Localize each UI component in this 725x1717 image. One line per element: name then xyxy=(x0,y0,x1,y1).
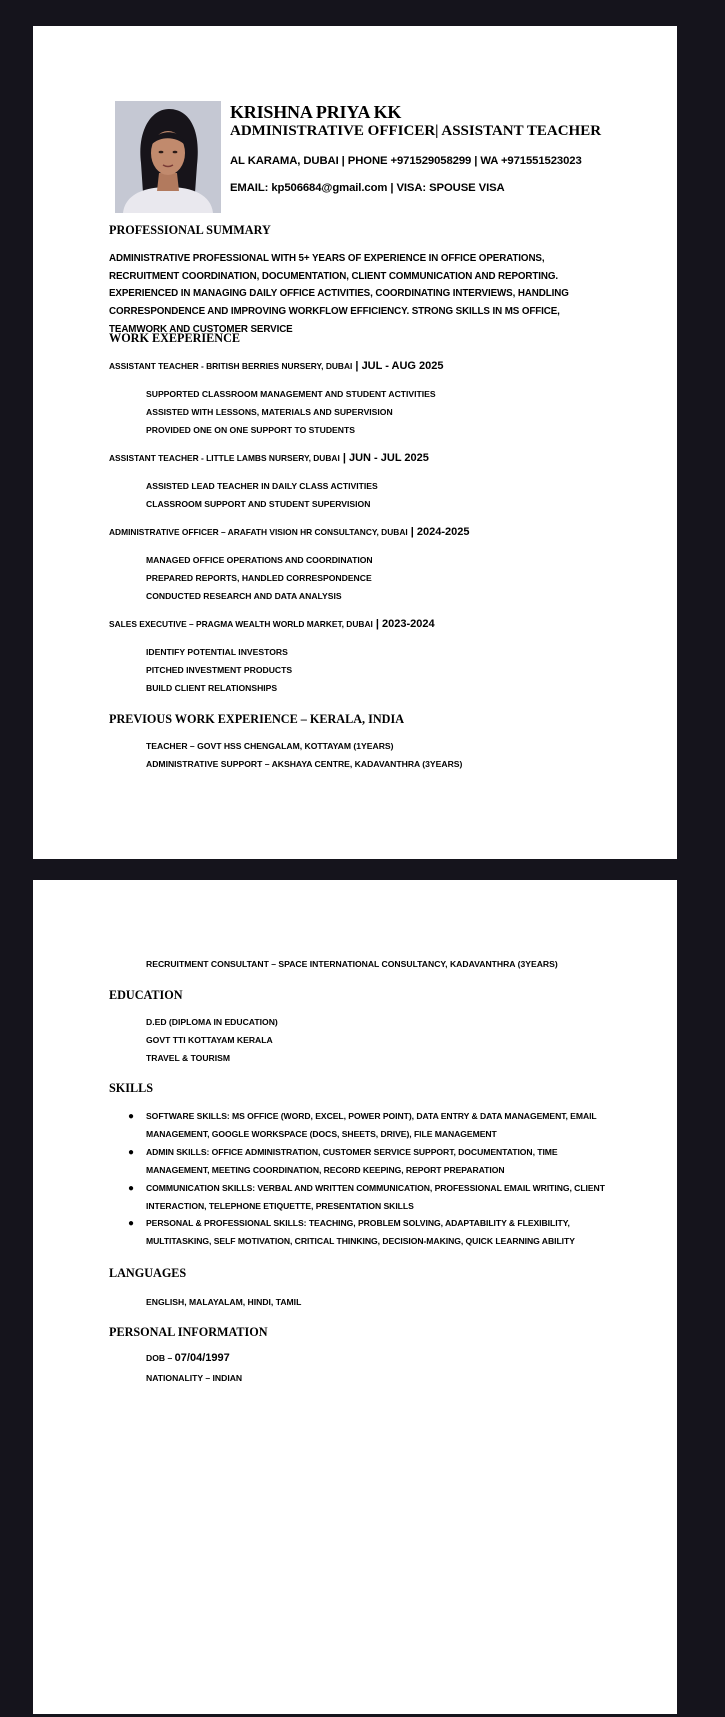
person-portrait-icon xyxy=(115,101,221,213)
job-title: SALES EXECUTIVE – PRAGMA WEALTH WORLD MARKET, DUBAI | 2023-2024 xyxy=(109,618,435,630)
skill-text: SOFTWARE SKILLS: MS OFFICE (WORD, EXCEL, POWER POINT), DATA ENTRY & DATA MANAGEMENT, EMAIL MANAGEMENT, GOOGLE WORKSPACE (DOCS, SHEETS, DRIVE), FILE MANAGEMENT xyxy=(146,1111,597,1139)
job-title-text: ADMINISTRATIVE OFFICER – ARAFATH VISION HR CONSULTANCY, DUBAI xyxy=(109,527,408,537)
summary-text: ADMINISTRATIVE PROFESSIONAL WITH 5+ YEARS OF EXPERIENCE IN OFFICE OPERATIONS, RECRUITMENT COORDINATION, DOCUMENTATION, CLIENT COMMUNICATION AND REPORTING. EXPERIENCED IN MANAGING DAILY OFFICE ACTIVITIES, COORDINATING INTERVIEWS, HANDLING CORRESPONDENCE AND IMPROVING WORKFLOW EFFICIENCY. STRONG SKILLS IN MS OFFICE, TEAMWORK AND CUSTOMER SERVICE xyxy=(109,253,569,335)
job-title-text: ASSISTANT TEACHER - BRITISH BERRIES NURSERY, DUBAI xyxy=(109,361,353,371)
section-heading-personal: PERSONAL INFORMATION xyxy=(109,1325,268,1339)
job-title-text: ASSISTANT TEACHER - LITTLE LAMBS NURSERY, DUBAI xyxy=(109,453,340,463)
job-dates: 2024-2025 xyxy=(416,526,470,538)
job-duty: PREPARED REPORTS, HANDLED CORRESPONDENCE xyxy=(146,573,372,583)
job-duty: SUPPORTED CLASSROOM MANAGEMENT AND STUDENT ACTIVITIES xyxy=(146,389,436,399)
section-heading-work: WORK EXEPERIENCE xyxy=(109,331,241,345)
bullet-icon: ● xyxy=(128,1182,134,1194)
job-duty: BUILD CLIENT RELATIONSHIPS xyxy=(146,683,278,693)
section-heading-summary: PROFESSIONAL SUMMARY xyxy=(109,223,271,237)
job-title-text: SALES EXECUTIVE – PRAGMA WEALTH WORLD MARKET, DUBAI xyxy=(109,619,373,629)
skill-text: COMMUNICATION SKILLS: VERBAL AND WRITTEN COMMUNICATION, PROFESSIONAL EMAIL WRITING, CLIENT INTERACTION, TELEPHONE ETIQUETTE, PRESENTATION SKILLS xyxy=(146,1182,605,1211)
job-duty: CONDUCTED RESEARCH AND DATA ANALYSIS xyxy=(146,591,342,601)
job-duty: PROVIDED ONE ON ONE SUPPORT TO STUDENTS xyxy=(146,425,355,435)
bullet-icon: ● xyxy=(128,1218,134,1230)
job-duty: ASSISTED WITH LESSONS, MATERIALS AND SUPERVISION xyxy=(146,407,393,417)
job-duty: CLASSROOM SUPPORT AND STUDENT SUPERVISION xyxy=(146,499,371,509)
job-dates: JUN - JUL 2025 xyxy=(348,452,429,464)
section-heading-languages: LANGUAGES xyxy=(109,1266,187,1280)
section-heading-education: EDUCATION xyxy=(109,988,183,1002)
dob-value: 07/04/1997 xyxy=(174,1352,230,1364)
candidate-name: KRISHNA PRIYA KK xyxy=(230,102,402,122)
education-item: GOVT TTI KOTTAYAM KERALA xyxy=(146,1035,273,1045)
job-dates: JUL - AUG 2025 xyxy=(361,360,444,372)
job-duty: PITCHED INVESTMENT PRODUCTS xyxy=(146,665,293,675)
dob-label: DOB xyxy=(146,1353,166,1363)
skills-list xyxy=(128,1108,616,1251)
languages-text: ENGLISH, MALAYALAM, HINDI, TAMIL xyxy=(146,1297,302,1307)
job-duty: IDENTIFY POTENTIAL INVESTORS xyxy=(146,647,288,657)
previous-job: ADMINISTRATIVE SUPPORT – AKSHAYA CENTRE, KADAVANTHRA (3YEARS) xyxy=(146,759,463,769)
nationality-text: NATIONALITY – INDIAN xyxy=(146,1373,243,1383)
job-duty: MANAGED OFFICE OPERATIONS AND COORDINATION xyxy=(146,555,373,565)
resume-page-1 xyxy=(33,26,677,859)
section-heading-skills: SKILLS xyxy=(109,1081,154,1095)
dob-line: DOB – 07/04/1997 xyxy=(146,1352,230,1364)
resume-page-2 xyxy=(33,880,677,1714)
skill-text: ADMIN SKILLS: OFFICE ADMINISTRATION, CUSTOMER SERVICE SUPPORT, DOCUMENTATION, TIME MANAGEMENT, MEETING COORDINATION, RECORD KEEPING, REPORT PREPARATION xyxy=(146,1146,558,1175)
profile-photo xyxy=(115,101,221,213)
previous-job: RECRUITMENT CONSULTANT – SPACE INTERNATIONAL CONSULTANCY, KADAVANTHRA (3YEARS) xyxy=(146,959,558,969)
job-title: ADMINISTRATIVE OFFICER – ARAFATH VISION HR CONSULTANCY, DUBAI | 2024-2025 xyxy=(109,526,470,538)
list-item xyxy=(128,1215,616,1251)
list-item xyxy=(128,1108,616,1144)
contact-location-phone: AL KARAMA, DUBAI | PHONE +971529058299 | WA +971551523023 xyxy=(230,155,582,167)
section-heading-previous: PREVIOUS WORK EXPERIENCE – KERALA, INDIA xyxy=(109,712,405,726)
list-item xyxy=(128,1144,616,1180)
contact-email-visa: EMAIL: kp506684@gmail.com | VISA: SPOUSE VISA xyxy=(230,182,505,194)
previous-job: TEACHER – GOVT HSS CHENGALAM, KOTTAYAM (1YEARS) xyxy=(146,741,394,751)
list-item xyxy=(128,1180,616,1216)
job-dates: 2023-2024 xyxy=(382,618,435,630)
job-duty: ASSISTED LEAD TEACHER IN DAILY CLASS ACTIVITIES xyxy=(146,481,378,491)
education-item: D.ED (DIPLOMA IN EDUCATION) xyxy=(146,1017,278,1027)
education-item: TRAVEL & TOURISM xyxy=(146,1053,231,1063)
bullet-icon: ● xyxy=(128,1146,134,1158)
job-title: ASSISTANT TEACHER - BRITISH BERRIES NURSERY, DUBAI | JUL - AUG 2025 xyxy=(109,360,444,372)
bullet-icon: ● xyxy=(128,1111,134,1122)
candidate-role: ADMINISTRATIVE OFFICER| ASSISTANT TEACHER xyxy=(230,123,602,139)
job-title: ASSISTANT TEACHER - LITTLE LAMBS NURSERY, DUBAI | JUN - JUL 2025 xyxy=(109,452,429,464)
skill-text: PERSONAL & PROFESSIONAL SKILLS: TEACHING, PROBLEM SOLVING, ADAPTABILITY & FLEXIBILITY, MULTITASKING, SELF MOTIVATION, CRITICAL THINKING, DECISION-MAKING, QUICK LEARNING ABILITY xyxy=(146,1218,575,1247)
